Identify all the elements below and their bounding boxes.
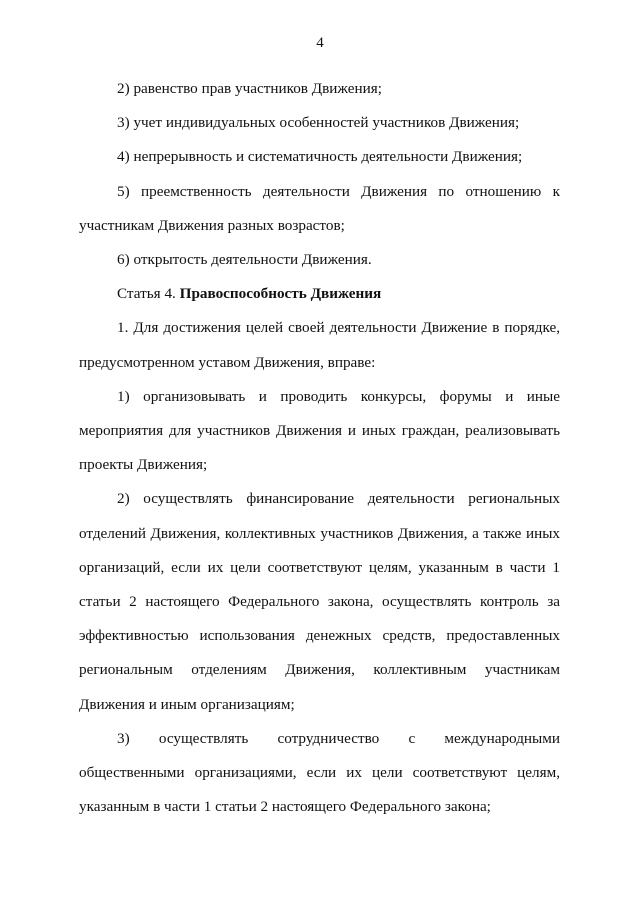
article-heading	[79, 277, 560, 311]
article-clause-1: 1. Для достижения целей своей деятельности Движение в порядке, предусмотренном уставом Движения, вправе:	[79, 319, 560, 371]
article-item-2: 2) осуществлять финансирование деятельности региональных отделений Движения, коллективных участников Движения, а также иных организаций, если их цели соответствуют целям, указанным в части 1 статьи 2 настоящего Федерального закона, осуществлять контроль за эффективностью использования денежных средств, предоставленных региональным отделениям Движения, коллективным участникам Движения и иным организациям;	[79, 490, 560, 713]
article-prefix: Статья 4.	[117, 285, 180, 303]
article-item-1: 1) организовывать и проводить конкурсы, форумы и иные мероприятия для участников Движения и иных граждан, реализовывать проекты Движения;	[79, 387, 560, 474]
page-number: 4	[316, 35, 324, 51]
principle-3: 3) учет индивидуальных особенностей участников Движения;	[117, 114, 520, 132]
article-item-3: 3) осуществлять сотрудничество с международными общественными организациями, если их цели соответствуют целям, указанным в части 1 статьи 2 настоящего Федерального закона;	[79, 729, 560, 816]
document-body	[79, 72, 560, 824]
principle-6: 6) открытость деятельности Движения.	[117, 251, 372, 269]
principle-2: 2) равенство прав участников Движения;	[117, 80, 382, 97]
principle-5: 5) преемственность деятельности Движения по отношению к участникам Движения разных возрастов;	[79, 182, 560, 234]
article-title: Правоспособность Движения	[179, 285, 382, 303]
principle-4: 4) непрерывность и систематичность деятельности Движения;	[117, 148, 523, 166]
